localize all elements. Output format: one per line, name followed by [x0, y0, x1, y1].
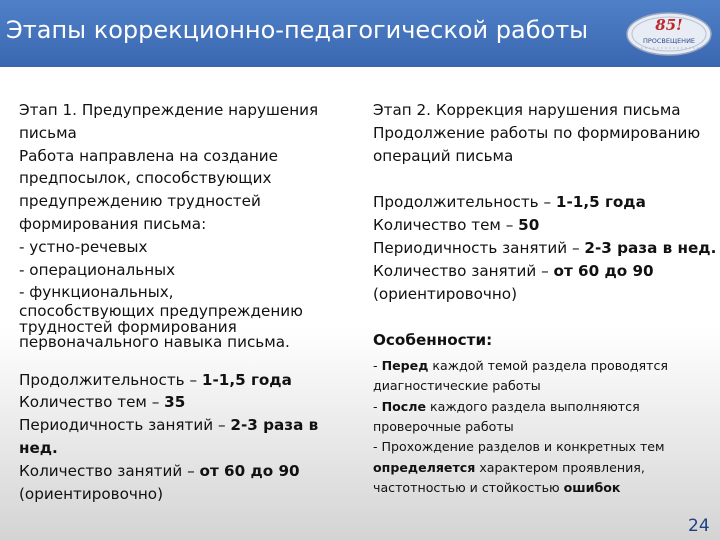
stage-1-duration: Продолжительность – 1-1,5 года	[19, 370, 292, 389]
stage-2-topics: Количество тем – 50	[373, 216, 540, 235]
stage-1-description: предпосылок, способствующих	[19, 169, 272, 188]
prosveshchenie-logo	[625, 11, 713, 57]
stage-1-periodicity: Периодичность занятий – 2-3 раза в	[19, 416, 319, 435]
feature-item: - Перед каждой темой раздела проводятся	[373, 358, 668, 374]
stage-2-subtitle: Продолжение работы по формированию	[373, 123, 701, 142]
feature-item-cont: диагностические работы	[373, 378, 541, 394]
stage-2-column	[373, 99, 718, 498]
stage-1-column	[19, 99, 349, 505]
stage-1-periodicity-cont: нед.	[19, 439, 58, 458]
stage-1-lessons: Количество занятий – от 60 до 90	[19, 461, 300, 480]
slide-title: Этапы коррекционно-педагогической работы	[6, 16, 589, 44]
stage-1-heading-line2: письма	[19, 123, 77, 142]
list-item: - функциональных,	[19, 283, 174, 302]
feature-item-cont: проверочные работы	[373, 419, 514, 435]
stage-1-approx-note: (ориентировочно)	[19, 484, 164, 503]
logo-text: ПРОСВЕЩЕНИЕ	[642, 37, 696, 45]
feature-item-cont: частотностью и стойкостью ошибок	[373, 479, 621, 495]
stage-2-heading: Этап 2. Коррекция нарушения письма	[373, 101, 681, 119]
stage-2-periodicity: Периодичность занятий – 2-3 раза в нед.	[373, 238, 717, 257]
stage-2-subtitle: операций письма	[373, 146, 514, 165]
stage-2-duration: Продолжительность – 1-1,5 года	[373, 193, 646, 212]
stage-1-description: Работа направлена на создание	[19, 146, 279, 165]
feature-item: - Прохождение разделов и конкретных тем	[373, 439, 665, 455]
logo-number: 85!	[655, 16, 683, 34]
stage-1-description: предупреждению трудностей	[19, 192, 261, 211]
list-item: - операциональных	[19, 260, 176, 279]
stage-2-lessons: Количество занятий – от 60 до 90	[373, 261, 654, 280]
title-bar	[0, 0, 720, 67]
features-heading: Особенности:	[373, 331, 493, 350]
stage-1-description: способствующих предупреждению	[19, 302, 303, 321]
stage-1-description: трудностей формирования	[19, 317, 237, 336]
feature-item: - После каждого раздела выполняются	[373, 398, 640, 414]
stage-2-approx-note: (ориентировочно)	[373, 284, 518, 303]
list-item: - устно-речевых	[19, 237, 148, 256]
feature-item-cont: определяется характером проявления,	[373, 459, 645, 475]
stage-1-description: формирования письма:	[19, 214, 207, 233]
stage-1-description: первоначального навыка письма.	[19, 333, 290, 352]
stage-1-heading-line1: Этап 1. Предупреждение нарушения	[19, 101, 319, 119]
page-number: 24	[688, 516, 710, 536]
stage-1-topics: Количество тем – 35	[19, 393, 186, 412]
